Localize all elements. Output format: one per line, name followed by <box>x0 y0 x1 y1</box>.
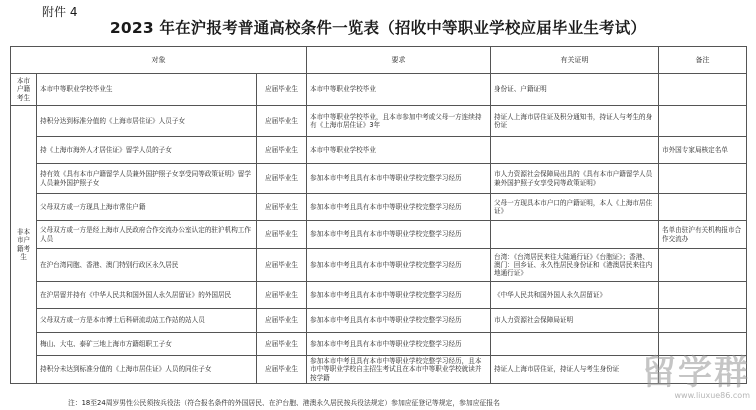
cell-proof: 台湾：《台湾居民来往大陆通行证》《台胞证》；香港、澳门：回乡证、永久性居民身份证和《港澳居民来往内地通行证》 <box>491 249 659 282</box>
table-row <box>11 249 747 282</box>
cell-object: 在沪居留并持有《中华人民共和国外国人永久居留证》的外国居民 <box>37 282 257 309</box>
cell-requirement: 参加本市中考且具有本市中等职业学校完整学习经历 <box>307 221 491 249</box>
annex-label: 附件 4 <box>42 5 78 19</box>
cell-note <box>659 74 747 106</box>
cell-object: 持有效《具有本市户籍留学人员兼外国护照子女享受同等政策证明》留学人员兼外国护照子女 <box>37 164 257 194</box>
header-requirement: 要求 <box>307 47 491 74</box>
document-title: 2023 年在沪报考普通高校条件一览表（招收中等职业学校应届毕业生考试） <box>109 19 647 37</box>
cell-object: 在沪台湾同胞、香港、澳门特别行政区永久居民 <box>37 249 257 282</box>
cell-type: 应届毕业生 <box>257 221 307 249</box>
cell-object: 持积分达到标准分值的《上海市居住证》人员子女 <box>37 106 257 137</box>
cell-proof: 市人力资源社会保障局证明 <box>491 309 659 333</box>
table-row <box>11 106 747 137</box>
table-row <box>11 282 747 309</box>
cell-requirement: 参加本市中考且具有本市中等职业学校完整学习经历 <box>307 333 491 356</box>
watermark-url: www.liuxue86.com <box>674 391 750 400</box>
cell-proof: 身份证、户籍证明 <box>491 74 659 106</box>
conditions-table <box>10 46 747 384</box>
group-label-nonlocal: 非本市户籍考生 <box>11 106 37 384</box>
cell-object: 梅山、大屯、泰矿三地上海市方籍组职工子女 <box>37 333 257 356</box>
table-row <box>11 309 747 333</box>
cell-requirement: 参加本市中考且具有本市中等职业学校完整学习经历 <box>307 194 491 221</box>
cell-type: 应届毕业生 <box>257 333 307 356</box>
cell-type: 应届毕业生 <box>257 106 307 137</box>
cell-requirement: 参加本市中考且具有本市中等职业学校完整学习经历 <box>307 309 491 333</box>
cell-proof <box>491 333 659 356</box>
cell-requirement: 参加本市中考且具有本市中等职业学校完整学习经历，且本市中等职业学校自主招生考试且在本市中等职业学校就读并按学籍 <box>307 356 491 384</box>
cell-note <box>659 164 747 194</box>
cell-type: 应届毕业生 <box>257 282 307 309</box>
table-row <box>11 137 747 164</box>
cell-proof: 持证人上海市居住证，持证人与考生身份证 <box>491 356 659 384</box>
table-header-row <box>11 47 747 74</box>
cell-object: 父母双方或一方是本市博士后科研流动站工作站的站人员 <box>37 309 257 333</box>
cell-note <box>659 249 747 282</box>
cell-requirement: 本市中等职业学校毕业，且本市参加中考或父母一方连续持有《上海市居住证》3年 <box>307 106 491 137</box>
cell-proof: 父母一方现具本市户口的户籍证明，本人《上海市居住证》 <box>491 194 659 221</box>
header-object: 对象 <box>11 47 307 74</box>
cell-requirement: 参加本市中考且具有本市中等职业学校完整学习经历 <box>307 282 491 309</box>
cell-requirement: 参加本市中考且具有本市中等职业学校完整学习经历 <box>307 249 491 282</box>
cell-note <box>659 194 747 221</box>
cell-note: 名单由驻沪有关机构报市合作交流办 <box>659 221 747 249</box>
cell-type: 应届毕业生 <box>257 194 307 221</box>
cell-note <box>659 309 747 333</box>
cell-proof: 《中华人民共和国外国人永久居留证》 <box>491 282 659 309</box>
cell-object: 持《上海市海外人才居住证》留学人员的子女 <box>37 137 257 164</box>
cell-object: 父母双方或一方是经上海市人民政府合作交流办公室认定的驻沪机构工作人员 <box>37 221 257 249</box>
cell-object: 父母双方或一方现具上海市常住户籍 <box>37 194 257 221</box>
table-row <box>11 356 747 384</box>
cell-object: 本市中等职业学校毕业生 <box>37 74 257 106</box>
cell-type: 应届毕业生 <box>257 309 307 333</box>
footnote: 注：18至24周岁男性公民须按兵役法（符合报名条件的外国居民、在沪台胞、港澳永久居民按兵役法规定）参加应征登记等规定，参加应征报名 <box>68 399 500 407</box>
table-row <box>11 164 747 194</box>
table-row <box>11 194 747 221</box>
cell-proof <box>491 137 659 164</box>
cell-proof <box>491 221 659 249</box>
watermark-logo-text: 留学群 <box>642 353 750 393</box>
cell-object: 持积分未达到标准分值的《上海市居住证》人员的同住子女 <box>37 356 257 384</box>
cell-type: 应届毕业生 <box>257 249 307 282</box>
cell-note <box>659 106 747 137</box>
cell-note <box>659 333 747 356</box>
cell-note <box>659 356 747 384</box>
cell-note: 市外国专家局核定名单 <box>659 137 747 164</box>
cell-requirement: 本市中等职业学校毕业 <box>307 74 491 106</box>
cell-proof: 持证人上海市居住证及积分通知书，持证人与考生的身份证 <box>491 106 659 137</box>
cell-proof: 市人力资源社会保障局出具的《具有本市户籍留学人员兼外国护照子女享受同等政策证明》 <box>491 164 659 194</box>
table-row <box>11 333 747 356</box>
cell-type: 应届毕业生 <box>257 74 307 106</box>
table-row <box>11 221 747 249</box>
cell-requirement: 本市中等职业学校毕业 <box>307 137 491 164</box>
cell-type: 应届毕业生 <box>257 164 307 194</box>
cell-type: 应届毕业生 <box>257 137 307 164</box>
header-note: 备注 <box>659 47 747 74</box>
cell-note <box>659 282 747 309</box>
cell-type: 应届毕业生 <box>257 356 307 384</box>
table-row <box>11 74 747 106</box>
cell-requirement: 参加本市中考且具有本市中等职业学校完整学习经历 <box>307 164 491 194</box>
header-proof: 有关证明 <box>491 47 659 74</box>
group-label-local: 本市户籍考生 <box>11 74 37 106</box>
